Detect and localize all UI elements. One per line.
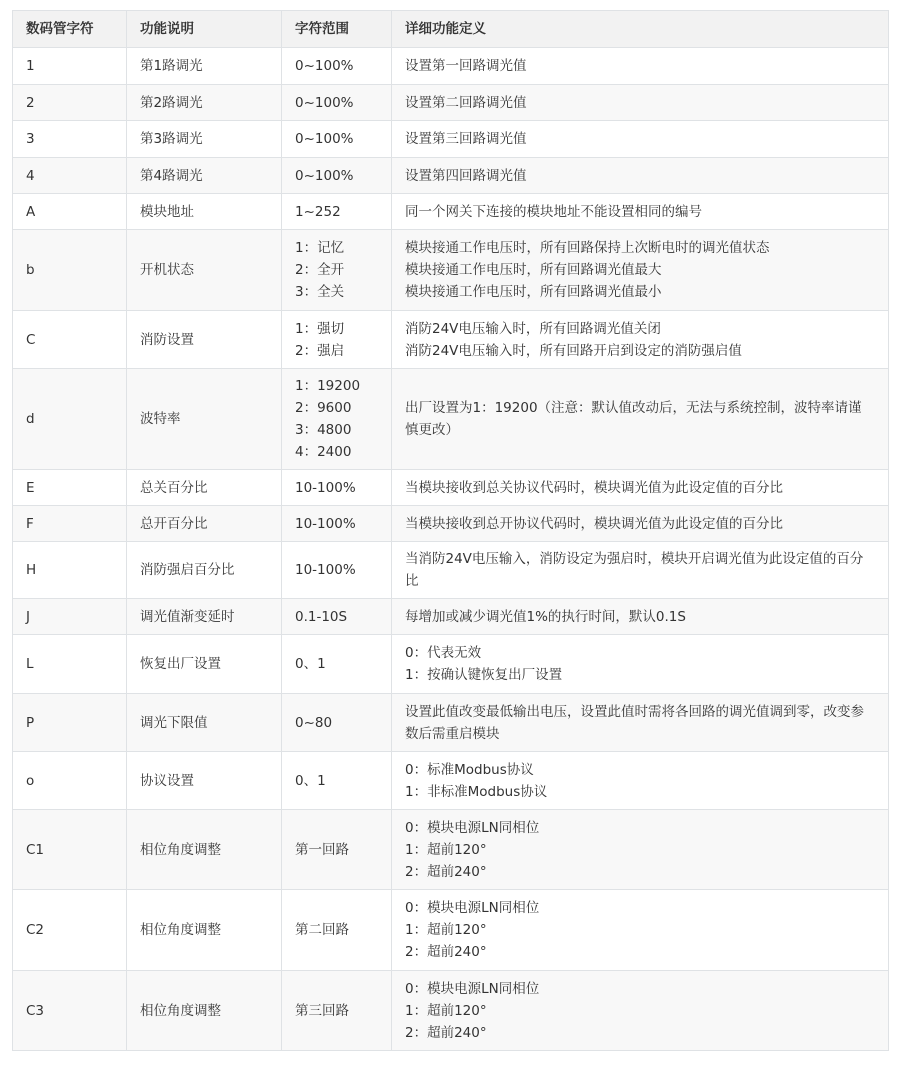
cell-detail: [392, 48, 889, 85]
cell-range: [282, 369, 392, 470]
range-line: 10-100%: [295, 479, 356, 496]
detail-line: 1：超前120°: [405, 922, 487, 938]
detail-line: 同一个网关下连接的模块地址不能设置相同的编号: [405, 203, 702, 220]
cell-code: H: [13, 542, 127, 599]
cell-code: 2: [13, 85, 127, 121]
cell-detail: [392, 752, 889, 810]
cell-function: 第4路调光: [127, 158, 282, 194]
cell-range: [282, 752, 392, 810]
detail-line: 设置第四回路调光值: [405, 167, 527, 184]
detail-line: 2：超前240°: [405, 944, 487, 960]
detail-line: 2：超前240°: [405, 1024, 487, 1041]
detail-line: 设置此值改变最低输出电压，设置此值时需将各回路的调光值调到零，改变参数后需重启模块: [405, 703, 864, 742]
cell-code: 3: [13, 121, 127, 158]
cell-function: 总开百分比: [127, 506, 282, 542]
cell-detail: [392, 121, 889, 158]
cell-function: 消防强启百分比: [127, 542, 282, 599]
table-row: [13, 121, 889, 158]
detail-line: 0：模块电源LN同相位: [405, 900, 540, 916]
detail-line: 消防24V电压输入时，所有回路开启到设定的消防强启值: [405, 342, 742, 359]
detail-line: 0：模块电源LN同相位: [405, 819, 540, 836]
range-line: 0、1: [295, 772, 326, 789]
function-table: [12, 10, 889, 1051]
table-row: [13, 194, 889, 230]
cell-function: 相位角度调整: [127, 890, 282, 971]
detail-line: 1：非标准Modbus协议: [405, 783, 548, 800]
detail-line: 消防24V电压输入时，所有回路调光值关闭: [405, 320, 661, 337]
table-row: [13, 810, 889, 890]
table-row: [13, 694, 889, 752]
cell-function: 协议设置: [127, 752, 282, 810]
cell-detail: [392, 810, 889, 890]
cell-function: 模块地址: [127, 194, 282, 230]
table-row: [13, 369, 889, 470]
cell-code: C3: [13, 971, 127, 1051]
detail-line: 1：超前120°: [405, 841, 487, 858]
cell-range: [282, 121, 392, 158]
range-line: 第一回路: [295, 841, 349, 858]
range-line: 1：强切: [295, 320, 345, 337]
detail-line: 当消防24V电压输入，消防设定为强启时，模块开启调光值为此设定值的百分比: [405, 551, 864, 589]
cell-function: 调光值渐变延时: [127, 599, 282, 635]
detail-line: 2：超前240°: [405, 863, 487, 880]
cell-detail: [392, 194, 889, 230]
range-line: 第三回路: [295, 1002, 349, 1019]
range-line: 10-100%: [295, 562, 356, 578]
cell-code: C2: [13, 890, 127, 971]
cell-code: E: [13, 470, 127, 506]
detail-line: 设置第三回路调光值: [405, 131, 527, 147]
cell-range: [282, 599, 392, 635]
cell-function: 开机状态: [127, 230, 282, 311]
cell-detail: [392, 542, 889, 599]
cell-range: [282, 48, 392, 85]
cell-function: 波特率: [127, 369, 282, 470]
table-row: [13, 470, 889, 506]
cell-code: L: [13, 635, 127, 694]
cell-detail: [392, 369, 889, 470]
range-line: 3：全关: [295, 284, 345, 300]
cell-range: [282, 635, 392, 694]
cell-range: [282, 694, 392, 752]
cell-function: 第2路调光: [127, 85, 282, 121]
table-body: [13, 48, 889, 1051]
range-line: 2：全开: [295, 262, 345, 278]
table-row: [13, 230, 889, 311]
cell-detail: [392, 230, 889, 311]
cell-detail: [392, 694, 889, 752]
detail-line: 模块接通工作电压时，所有回路调光值最大: [405, 262, 662, 278]
cell-detail: [392, 890, 889, 971]
cell-function: 消防设置: [127, 311, 282, 369]
table-row: [13, 635, 889, 694]
cell-detail: [392, 470, 889, 506]
cell-function: 调光下限值: [127, 694, 282, 752]
range-line: 0~100%: [295, 167, 354, 184]
range-line: 2：强启: [295, 342, 345, 359]
table-row: [13, 599, 889, 635]
cell-code: b: [13, 230, 127, 311]
detail-line: 0：模块电源LN同相位: [405, 980, 540, 997]
cell-range: [282, 890, 392, 971]
cell-detail: [392, 158, 889, 194]
cell-code: d: [13, 369, 127, 470]
table-row: [13, 971, 889, 1051]
header-detail: 详细功能定义: [392, 11, 889, 48]
cell-range: [282, 230, 392, 311]
cell-range: [282, 810, 392, 890]
range-line: 1：记忆: [295, 240, 345, 256]
table-row: [13, 48, 889, 85]
detail-line: 每增加或减少调光值1%的执行时间，默认0.1S: [405, 608, 686, 625]
cell-code: 1: [13, 48, 127, 85]
range-line: 0.1-10S: [295, 608, 348, 625]
range-line: 1：19200: [295, 378, 361, 394]
table-header-row: [13, 11, 889, 48]
range-line: 3：4800: [295, 422, 352, 438]
cell-code: F: [13, 506, 127, 542]
cell-function: 第1路调光: [127, 48, 282, 85]
cell-range: [282, 506, 392, 542]
detail-line: 设置第一回路调光值: [405, 58, 527, 74]
range-line: 0~80: [295, 714, 333, 731]
cell-range: [282, 971, 392, 1051]
table-row: [13, 752, 889, 810]
cell-code: C: [13, 311, 127, 369]
table-row: [13, 890, 889, 971]
detail-line: 0：标准Modbus协议: [405, 761, 534, 778]
detail-line: 设置第二回路调光值: [405, 94, 527, 111]
cell-range: [282, 85, 392, 121]
table-row: [13, 311, 889, 369]
range-line: 10-100%: [295, 515, 356, 532]
cell-code: 4: [13, 158, 127, 194]
cell-detail: [392, 599, 889, 635]
detail-line: 出厂设置为1：19200（注意：默认值改动后，无法与系统控制，波特率请谨慎更改）: [405, 400, 862, 438]
range-line: 4：2400: [295, 444, 352, 460]
cell-detail: [392, 635, 889, 694]
detail-line: 1：超前120°: [405, 1002, 487, 1019]
range-line: 0、1: [295, 656, 326, 672]
table-row: [13, 506, 889, 542]
cell-range: [282, 470, 392, 506]
range-line: 2：9600: [295, 400, 352, 416]
range-line: 0~100%: [295, 58, 354, 74]
cell-function: 相位角度调整: [127, 810, 282, 890]
table-row: [13, 158, 889, 194]
detail-line: 1：按确认键恢复出厂设置: [405, 667, 563, 683]
cell-detail: [392, 85, 889, 121]
cell-range: [282, 542, 392, 599]
detail-line: 当模块接收到总关协议代码时，模块调光值为此设定值的百分比: [405, 479, 783, 496]
cell-code: o: [13, 752, 127, 810]
detail-line: 模块接通工作电压时，所有回路调光值最小: [405, 284, 662, 300]
detail-line: 当模块接收到总开协议代码时，模块调光值为此设定值的百分比: [405, 515, 783, 532]
range-line: 0~100%: [295, 131, 354, 147]
cell-function: 第3路调光: [127, 121, 282, 158]
cell-detail: [392, 506, 889, 542]
table-row: [13, 85, 889, 121]
cell-function: 恢复出厂设置: [127, 635, 282, 694]
cell-code: P: [13, 694, 127, 752]
cell-function: 相位角度调整: [127, 971, 282, 1051]
cell-range: [282, 311, 392, 369]
cell-function: 总关百分比: [127, 470, 282, 506]
cell-code: C1: [13, 810, 127, 890]
header-code: 数码管字符: [13, 11, 127, 48]
cell-code: J: [13, 599, 127, 635]
range-line: 第二回路: [295, 922, 349, 938]
cell-detail: [392, 971, 889, 1051]
range-line: 1~252: [295, 203, 341, 220]
cell-range: [282, 194, 392, 230]
cell-range: [282, 158, 392, 194]
header-function: 功能说明: [127, 11, 282, 48]
range-line: 0~100%: [295, 94, 354, 111]
detail-line: 模块接通工作电压时，所有回路保持上次断电时的调光值状态: [405, 240, 770, 256]
table-row: [13, 542, 889, 599]
detail-line: 0：代表无效: [405, 645, 482, 661]
cell-code: A: [13, 194, 127, 230]
cell-detail: [392, 311, 889, 369]
header-range: 字符范围: [282, 11, 392, 48]
